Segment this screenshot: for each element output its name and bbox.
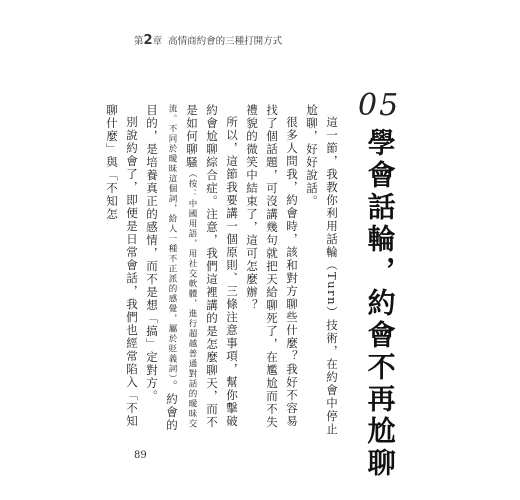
chapter-number: 2 (143, 33, 153, 48)
section-title: 學會話輪，約會不再尬聊 (363, 128, 397, 480)
body-text (102, 104, 342, 436)
chapter-title: 高情商約會的三種打開方式 (168, 36, 283, 47)
translator-note: （按：中國用語，用社交軟體，進行超越普通對話的曖昧交流。不同於曖昧這個詞，給人一種不正派的感覺，屬於貶義詞） (167, 104, 197, 429)
section-number: 05 (358, 88, 401, 123)
paragraph-4: 別說約會了，即便是日常會話，我們也經常陷入「不知聊什麼」與「不知怎 (105, 104, 139, 428)
paragraph-2: 很多人問我，約會時，該和對方聊些什麼？我好不容易找了個話題，可沒講幾句就把天給聊死了，在尷尬而不失禮貌的微笑中結束了，這可怎麼辦？ (245, 104, 299, 429)
page-number: 89 (134, 450, 147, 461)
chapter-label: 第2章 (134, 33, 163, 48)
running-header (134, 33, 282, 48)
paragraph-3: 所以，這節我要講一個原則、三條注意事項，幫你擊破約會尬聊綜合症。注意，我們這裡講的是怎麼聊天，而不是如何聊騷（按：中國用語，用社交軟體，進行超越普通對話的曖昧交流。不同於曖昧這個詞，給人一種不正派的感覺，屬於貶義詞）。約會的目的，是培養真正的感情，而不是想「搞」定對方。 (145, 104, 239, 432)
paragraph-1: 這一節，我教你利用話輪（Turn）技術，在約會中停止尬聊，好好說話。 (305, 104, 339, 436)
